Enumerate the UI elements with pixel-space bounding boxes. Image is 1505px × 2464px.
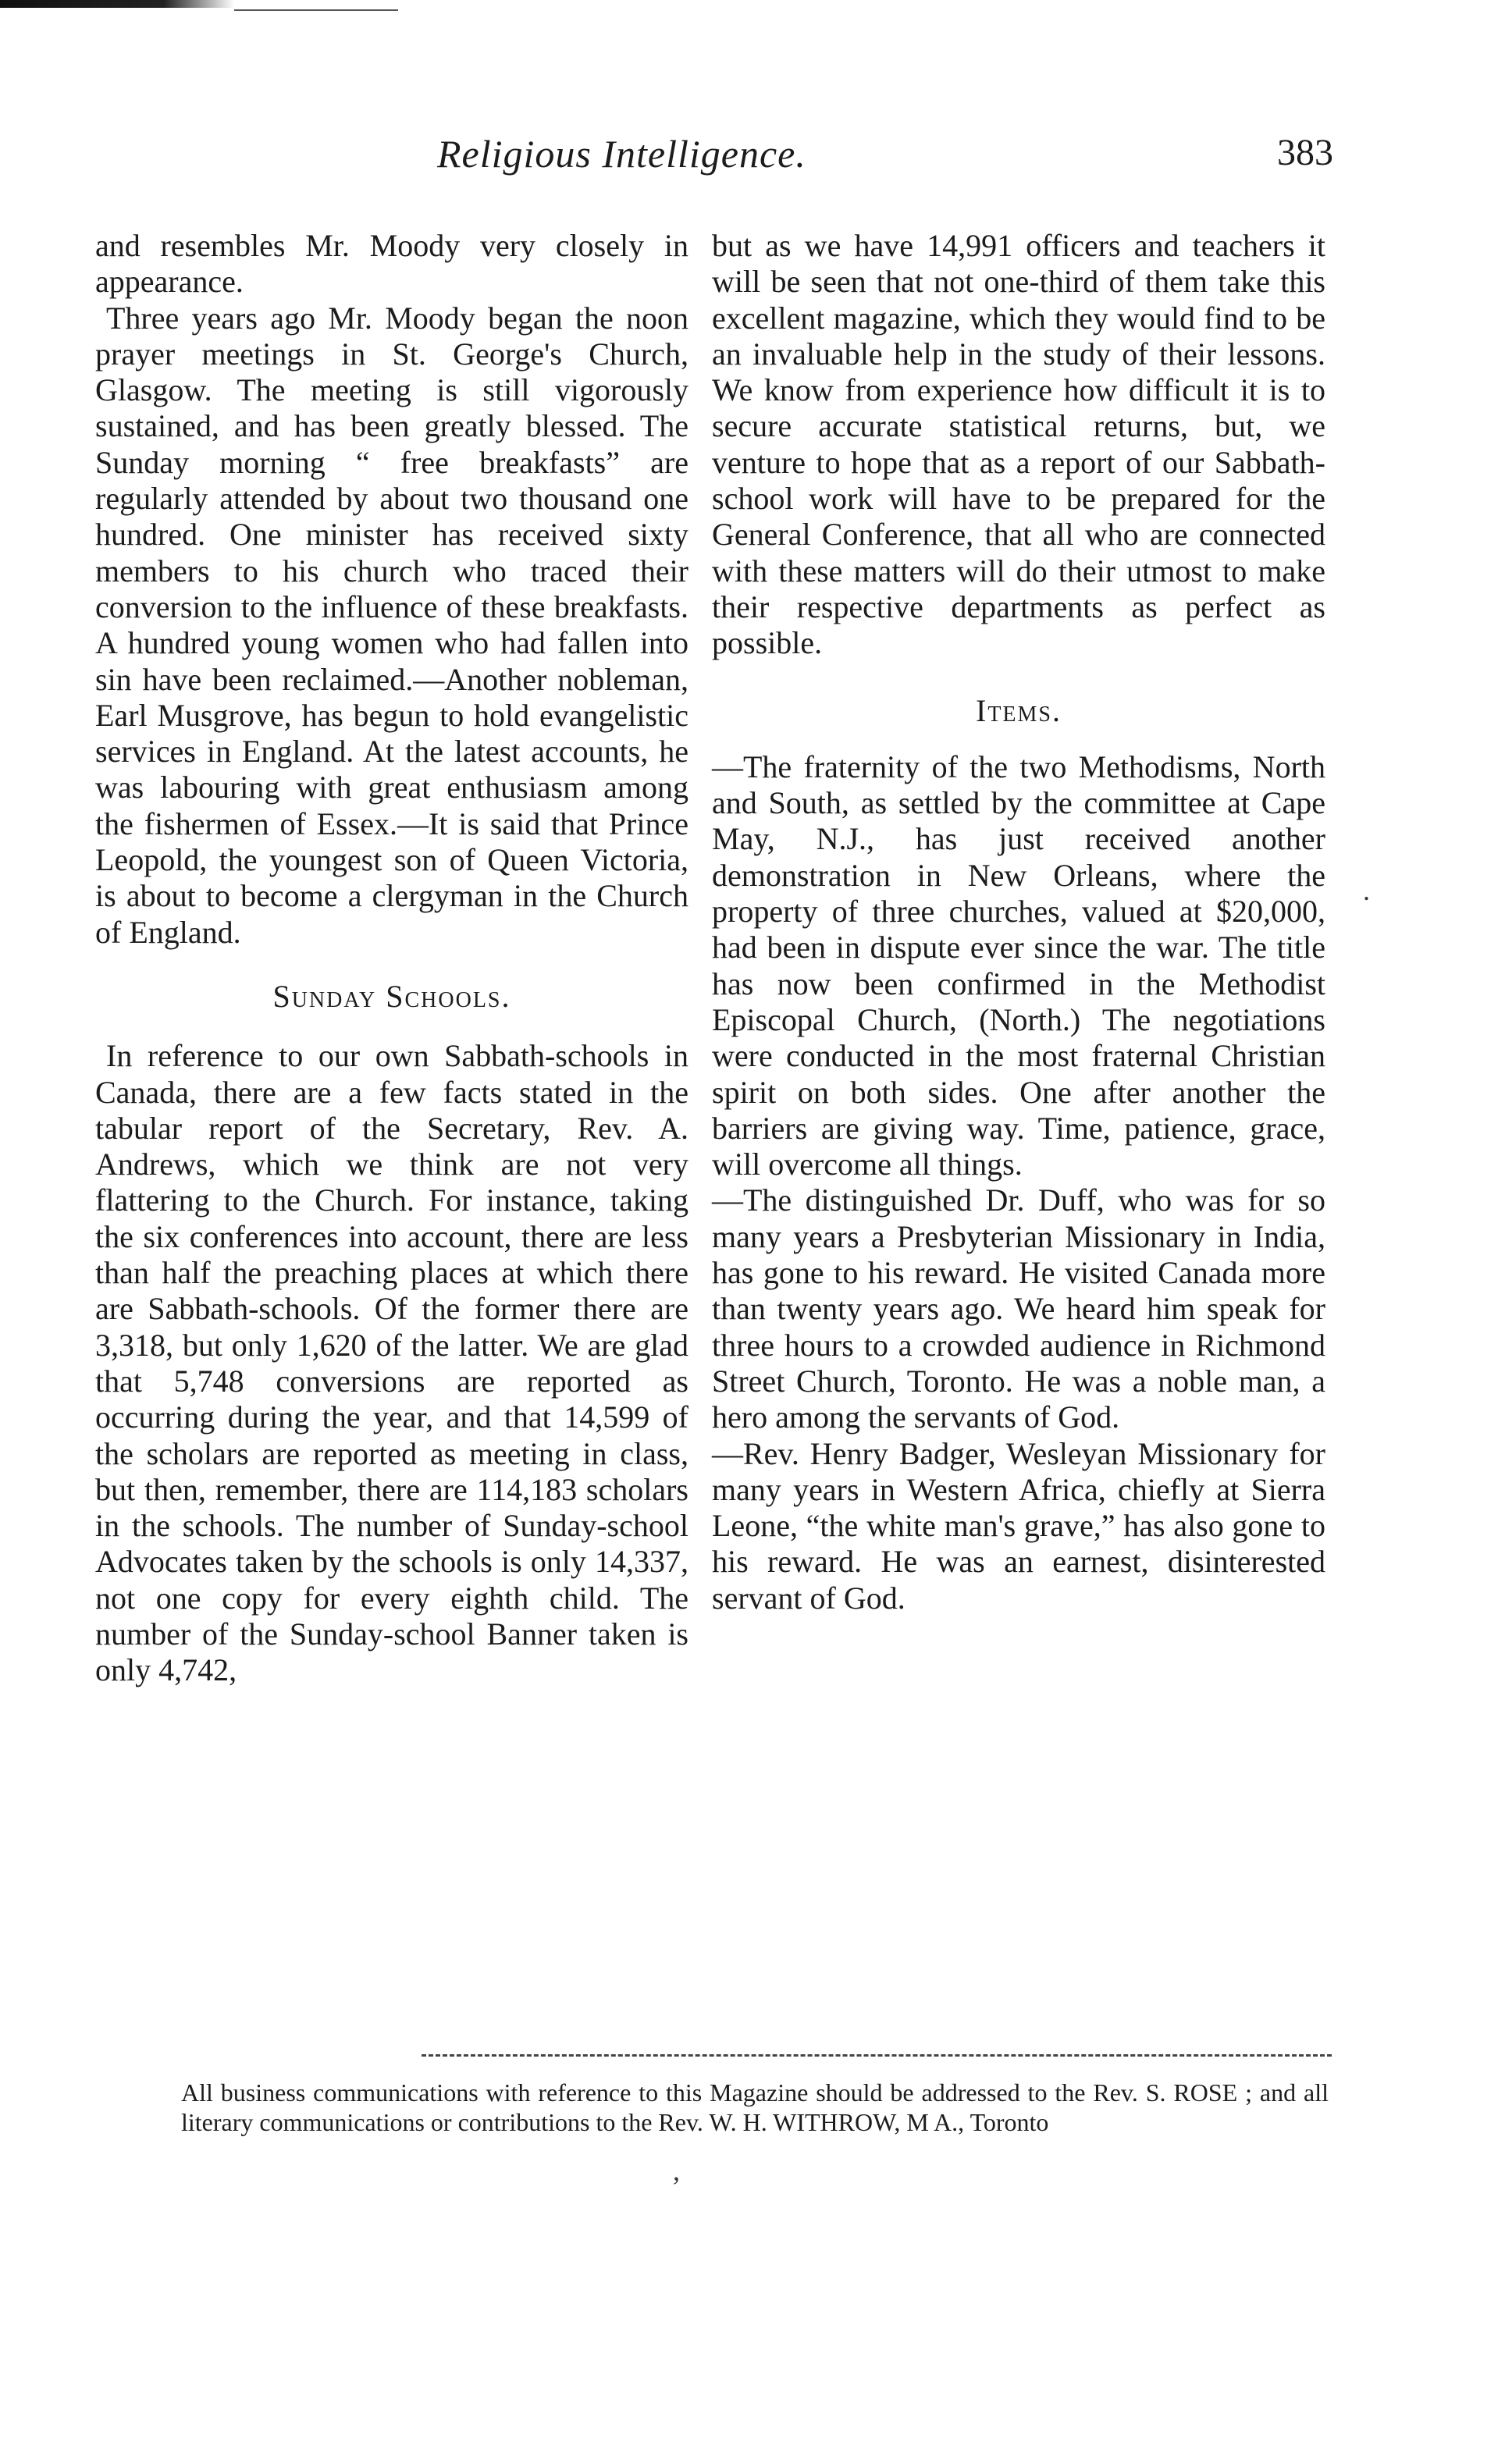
margin-speck: . [1363, 875, 1370, 906]
scan-edge-rule [234, 9, 398, 11]
right-paragraph-continuation: but as we have 14,991 officers and teachers it will be seen that not one-third of them take this excellent magazine, which they would find to be an invaluable help in the study of their lessons. We know from experience how difficult it is to secure accurate statistical returns, but, we venture to hope that as a report of our Sabbath-school work will have to be prepared for the General Conference, that all who are connected with these matters will do their utmost to make their respective departments as perfect as possible. [712, 228, 1325, 661]
item-henry-badger: —Rev. Henry Badger, Wesleyan Missionary for many years in Western Africa, chiefly at Sierra Leone, “the white man's grave,” has also gone to his reward. He was an earnest, disinterested servant of God. [712, 1435, 1325, 1616]
margin-speck: , [673, 2155, 680, 2186]
item-methodism-fraternity: —The fraternity of the two Methodisms, North and South, as settled by the committee at Cape May, N.J., has just received another demonstration in New Orleans, where the property of three churches, valued at $20,000, had been in dispute ever since the war. The title has now been confirmed in the Methodist Episcopal Church, (North.) The negotiations were conducted in the most fraternal Christian spirit on both sides. One after another the barriers are giving way. Time, patience, grace, will overcome all things. [712, 748, 1325, 1182]
sunday-schools-paragraph: In reference to our own Sabbath-schools in Canada, there are a few facts stated in the tabular report of the Secretary, Rev. A. Andrews, which we think are not very flattering to the Church. For instance, taking the six conferences into account, there are less than half the preaching places at which there are Sabbath-schools. Of the former there are 3,318, but only 1,620 of the latter. We are glad that 5,748 conversions are reported as occurring during the year, and that 14,599 of the scholars are reported as meeting in class, but then, remember, there are 114,183 scholars in the schools. The number of Sunday-school Advocates taken by the schools is only 14,337, not one copy for every eighth child. The number of the Sunday-school Banner taken is only 4,742, [95, 1038, 688, 1688]
footer-divider [422, 2054, 1332, 2057]
left-column [95, 228, 688, 1689]
left-paragraph-glasgow: Three years ago Mr. Moody began the noon prayer meetings in St. George's Church, Glasgow. The meeting is still vigorously sustained, and has been greatly blessed. The Sunday morning “ free breakfasts” are regularly attended by about two thousand one hundred. One minister has received sixty members to his church who traced their conversion to the influence of these breakfasts. A hundred young women who had fallen into sin have been reclaimed.—Another nobleman, Earl Musgrove, has begun to hold evangelistic services in England. At the latest accounts, he was labouring with great enthusiasm among the fishermen of Essex.—It is said that Prince Leopold, the youngest son of Queen Victoria, is about to become a clergyman in the Church of England. [95, 300, 688, 950]
left-paragraph-continuation: and resembles Mr. Moody very closely in appearance. [95, 228, 688, 300]
item-dr-duff: —The distinguished Dr. Duff, who was for so many years a Presbyterian Missionary in India, has gone to his reward. He visited Canada more than twenty years ago. We heard him speak for three hours to a crowded audience in Richmond Street Church, Toronto. He was a noble man, a hero among the servants of God. [712, 1182, 1325, 1435]
sunday-schools-heading: Sunday Schools. [272, 978, 511, 1014]
right-column [712, 228, 1325, 1616]
scan-edge-mark [0, 0, 234, 8]
running-head: Religious Intelligence. [437, 132, 806, 176]
footer-notice: All business communications with reference to this Magazine should be addressed to the Rev. S. ROSE ; and all literary communications or contributions to the Rev. W. H. WITHROW, M A., Toronto [181, 2078, 1329, 2136]
page-number: 383 [1277, 132, 1333, 173]
items-heading: Items. [976, 692, 1062, 728]
